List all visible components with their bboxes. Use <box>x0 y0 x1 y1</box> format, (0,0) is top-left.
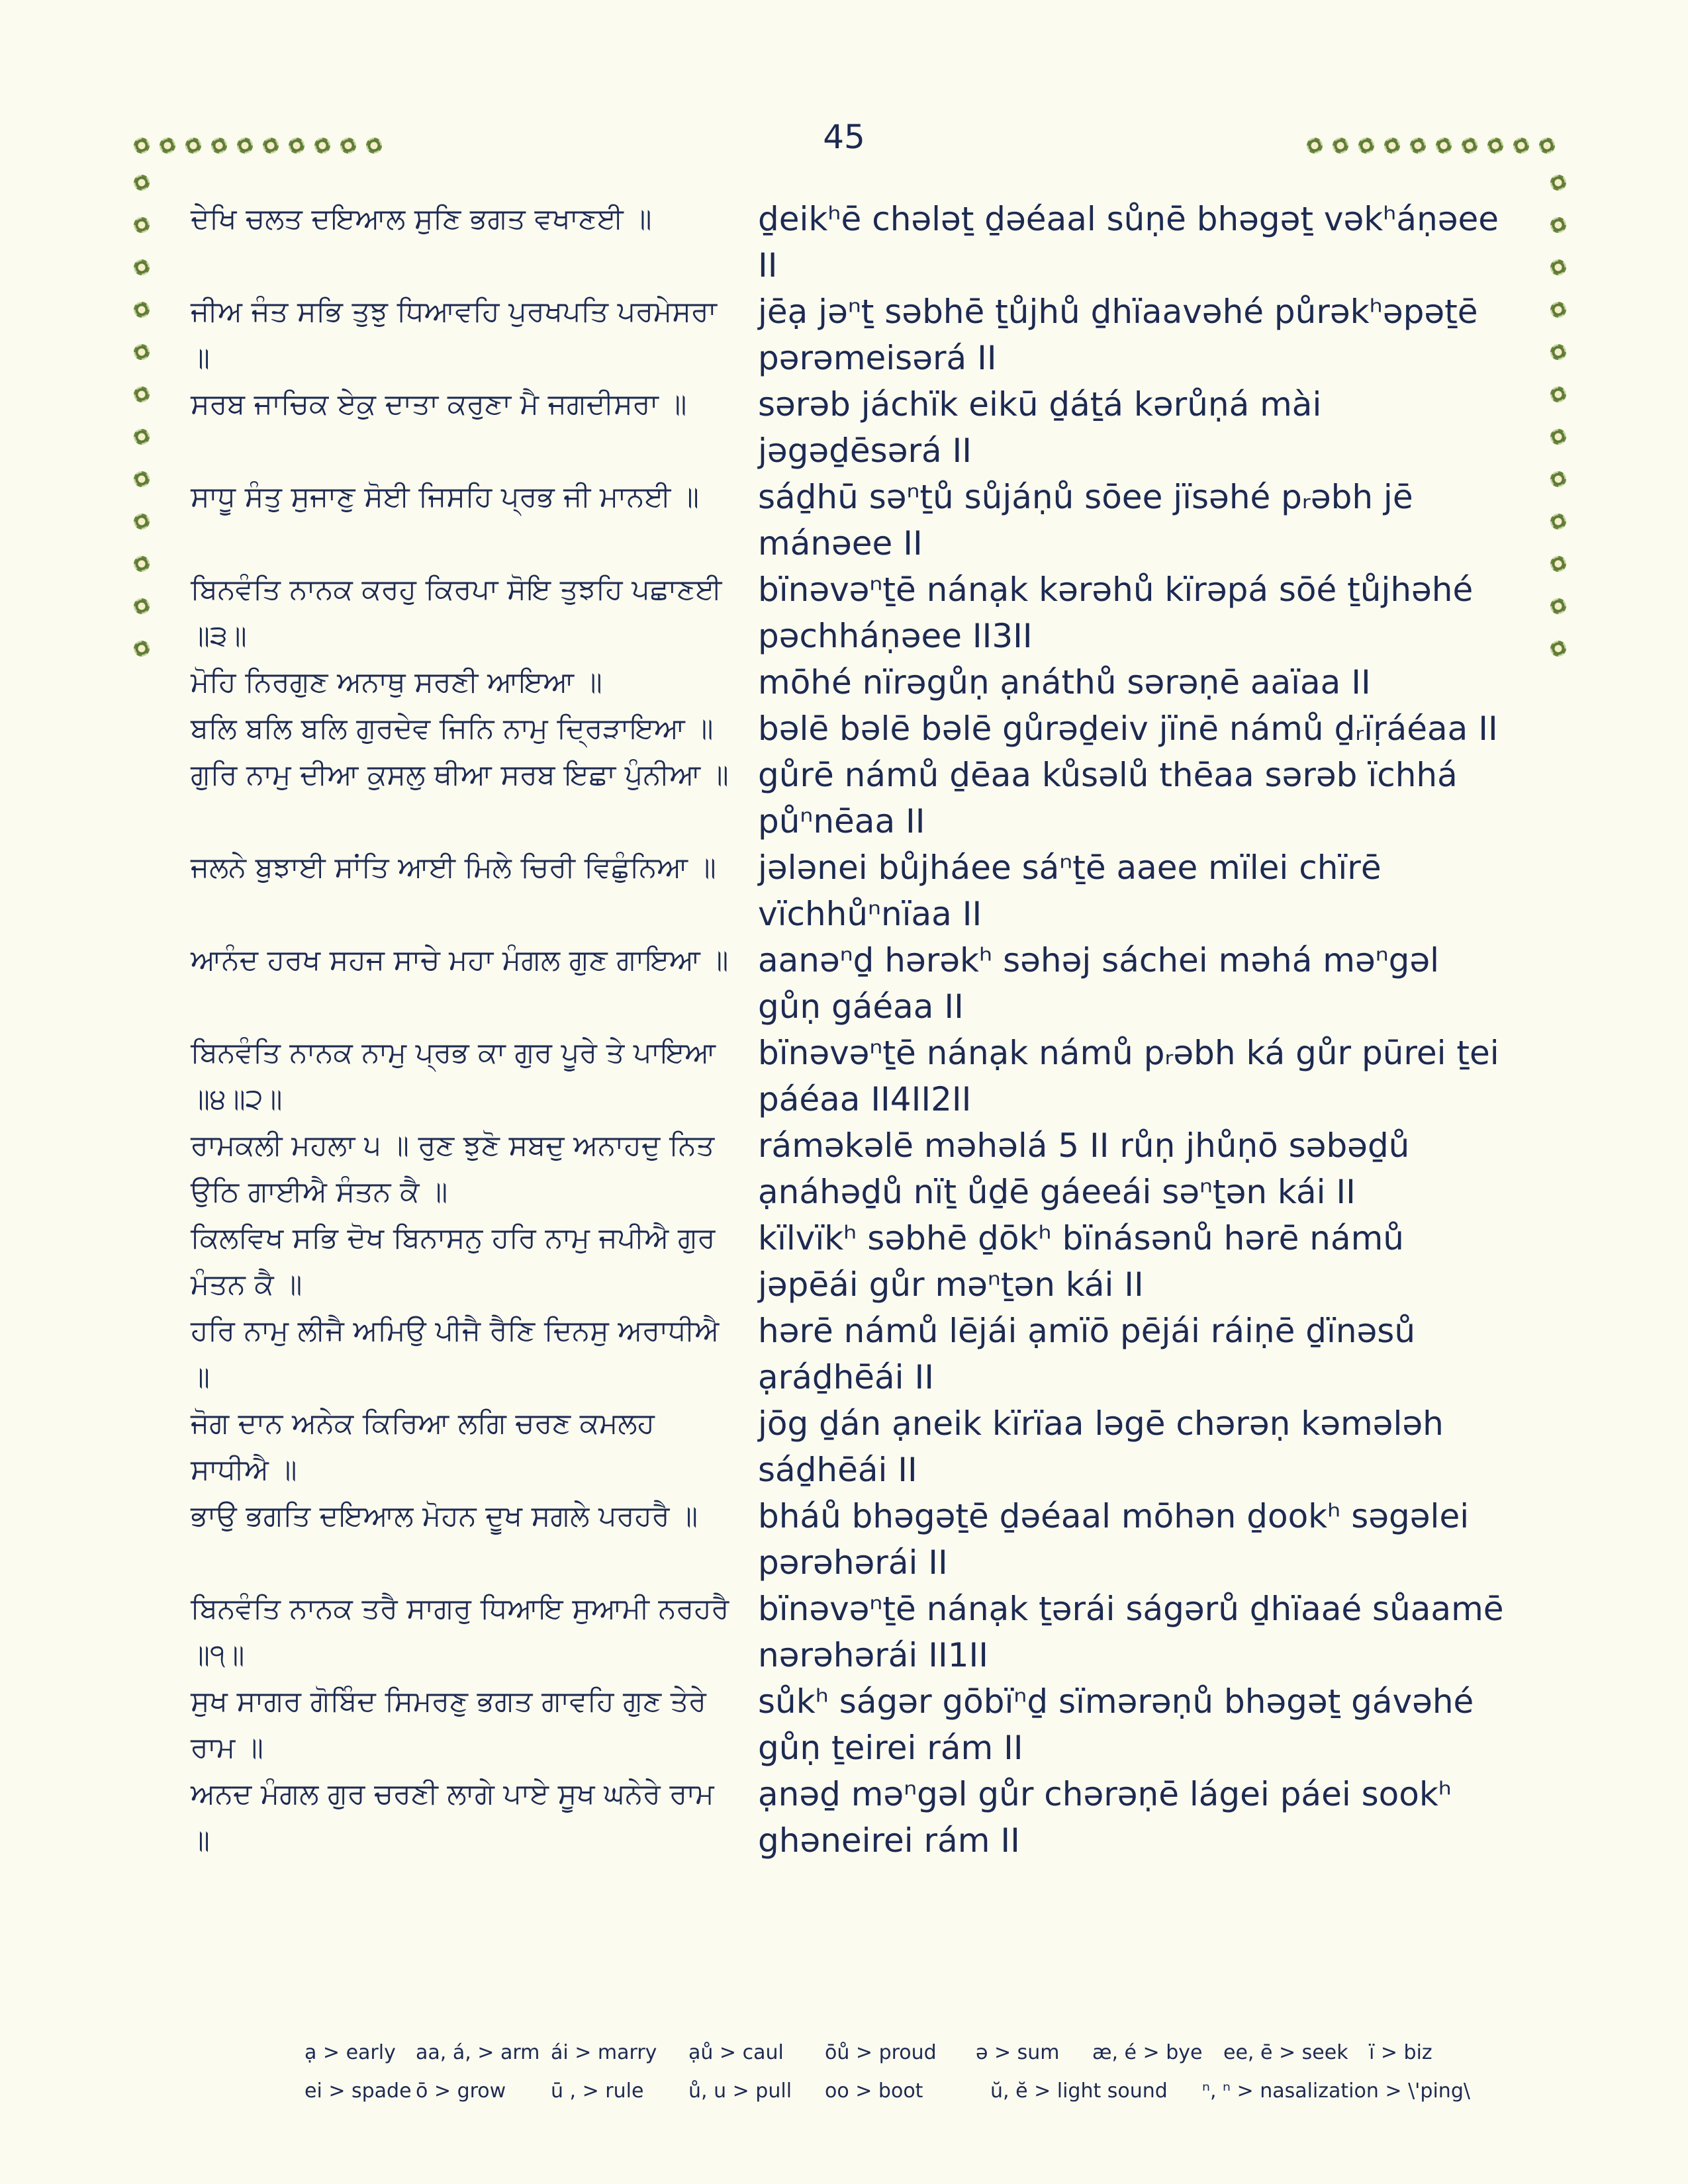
flower-icon <box>1549 555 1568 573</box>
legend-item: ⁿ, ⁿ > nasalization > \'ping\ <box>1202 2079 1470 2103</box>
flower-icon <box>184 136 203 155</box>
flower-icon <box>1549 216 1568 234</box>
flower-icon <box>132 385 151 404</box>
flower-icon <box>210 136 228 155</box>
legend-item: ů, u > pull <box>688 2079 792 2103</box>
gurmukhi-line: ਸੁਖ ਸਾਗਰ ਗੋਬਿੰਦ ਸਿਮਰਣੁ ਭਗਤ ਗਾਵਹਿ ਗੁਣ ਤੇਰੇ ਰਾਮ ॥ <box>191 1685 706 1764</box>
verse-row <box>191 1030 1528 1122</box>
transliteration-line: ạnəḏ məⁿgəl gůr chərəṇē lágei páei sookʰ ghəneirei rám II <box>758 1775 1452 1860</box>
verse-row <box>191 381 1528 474</box>
flower-icon <box>236 136 254 155</box>
flower-icon <box>1549 428 1568 446</box>
legend-item: ạů > caul <box>688 2041 784 2064</box>
transliteration-line: kïlvïkʰ səbhē ḏōkʰ bïnásənů hərē námů jəpēái gůr məⁿṯən kái II <box>758 1219 1405 1304</box>
flower-icon <box>132 216 151 234</box>
verse-row <box>191 705 1528 752</box>
transliteration-line: gůrē námů ḏēaa kůsəlů thēaa sərəb ïchhá půⁿnēaa II <box>758 756 1458 841</box>
flower-icon <box>1460 136 1479 155</box>
legend-item: ə > sum <box>976 2041 1060 2064</box>
flower-icon <box>132 300 151 319</box>
gurmukhi-line: ਰਾਮਕਲੀ ਮਹਲਾ ੫ ॥ ਰੁਣ ਝੁਣੋ ਸਬਦੁ ਅਨਾਹਦੁ ਨਿਤ ਉਠਿ ਗਾਈਐ ਸੰਤਨ ਕੈ ॥ <box>191 1129 715 1208</box>
flower-icon <box>132 597 151 615</box>
verse-row <box>191 844 1528 937</box>
legend-row <box>305 2041 1467 2079</box>
verse-table <box>191 196 1528 1864</box>
gurmukhi-line: ਅਨਦ ਮੰਗਲ ਗੁਰ ਚਰਣੀ ਲਾਗੇ ਪਾਏ ਸੂਖ ਘਨੇਰੇ ਰਾਮ ॥ <box>191 1778 714 1857</box>
flower-icon <box>132 428 151 446</box>
transliteration-line: hərē námů lējái ạmïō pējái ráiṇē ḏïnəsů ạráḏhēái II <box>758 1312 1416 1396</box>
pronunciation-legend <box>305 2041 1470 2118</box>
transliteration-line: bháů bhəgəṯē ḏəéaal mōhən ḏookʰ səgəlei pərəhərái II <box>758 1497 1470 1582</box>
legend-item: æ, é > bye <box>1092 2041 1203 2064</box>
flower-icon <box>1549 597 1568 615</box>
verse-row <box>191 1308 1528 1400</box>
legend-item: ei > spade <box>305 2079 412 2103</box>
verse-row <box>191 567 1528 659</box>
verse-row <box>191 1215 1528 1308</box>
transliteration-line: sůkʰ ságər gōbïⁿḏ sïmərəṇů bhəgəṯ gávəhé gůṇ ṯeirei rám II <box>758 1682 1474 1767</box>
transliteration-line: bəlē bəlē bəlē gůrəḏeiv jïnē námů ḏᵣïṛáéaa II <box>758 709 1498 748</box>
transliteration-line: aanəⁿḏ hərəkʰ səhəj sáchei məhá məⁿgəl gůṇ gáéaa II <box>758 941 1440 1026</box>
verse-row <box>191 1493 1528 1586</box>
verse-row <box>191 1400 1528 1493</box>
legend-row <box>305 2079 1470 2118</box>
legend-item: ōů > proud <box>825 2041 937 2064</box>
flower-icon <box>1549 385 1568 404</box>
gurmukhi-line: ਭਾਉ ਭਗਤਿ ਦਇਆਲ ਮੋਹਨ ਦੂਖ ਸਗਲੇ ਪਰਹਰੈ ॥ <box>191 1500 698 1533</box>
flower-icon <box>339 136 357 155</box>
flower-icon <box>1549 639 1568 658</box>
legend-item: ū , > rule <box>551 2079 644 2103</box>
transliteration-line: sərəb jáchïk eikū ḏáṯá kərůṇá mài jəgəḏēsərá II <box>758 385 1322 470</box>
transliteration-line: jēạ jəⁿṯ səbhē ṯůjhů ḏhïaavəhé půrəkʰəpəṯē pərəmeisərá II <box>758 293 1478 377</box>
gurmukhi-line: ਦੇਖਿ ਚਲਤ ਦਇਆਲ ਸੁਣਿ ਭਗਤ ਵਖਾਣਈ ॥ <box>191 203 652 236</box>
flower-icon <box>1434 136 1453 155</box>
right-ornament-column <box>1549 173 1568 682</box>
verse-row <box>191 1771 1528 1864</box>
gurmukhi-line: ਜੋਗ ਦਾਨ ਅਨੇਕ ਕਿਰਿਆ ਲਗਿ ਚਰਣ ਕਮਲਹ ਸਾਧੀਐ ॥ <box>191 1407 655 1486</box>
verse-row <box>191 752 1528 844</box>
legend-item: ō > grow <box>416 2079 506 2103</box>
gurmukhi-line: ਗੁਰਿ ਨਾਮੁ ਦੀਆ ਕੁਸਲੁ ਥੀਆ ਸਰਬ ਇਛਾ ਪੁੰਨੀਆ ॥ <box>191 758 729 792</box>
flower-icon <box>132 555 151 573</box>
transliteration-line: sáḏhū səⁿṯů sůjáṇů sōee jïsəhé pᵣəbh jē mánəee II <box>758 478 1413 563</box>
flower-icon <box>1549 300 1568 319</box>
flower-icon <box>132 343 151 361</box>
transliteration-line: jōg ḏán ạneik kïrïaa ləgē chərəṇ kəmələh sáḏhēái II <box>758 1404 1444 1489</box>
legend-item: ŭ, ĕ > light sound <box>990 2079 1168 2103</box>
gurmukhi-line: ਜੀਅ ਜੰਤ ਸਭਿ ਤੁਝੁ ਧਿਆਵਹਿ ਪੁਰਖਪਤਿ ਪਰਮੇਸਰਾ ॥ <box>191 295 717 375</box>
flower-icon <box>1512 136 1530 155</box>
flower-icon <box>1549 512 1568 531</box>
transliteration-line: jələnei bůjháee sáⁿṯē aaee mïlei chïrē vïchhůⁿnïaa II <box>758 848 1382 933</box>
flower-icon <box>132 470 151 488</box>
legend-item: ạ > early <box>305 2041 396 2064</box>
top-left-ornament-row <box>132 136 391 155</box>
gurmukhi-line: ਕਿਲਵਿਖ ਸਭਿ ਦੋਖ ਬਿਨਾਸਨੁ ਹਰਿ ਨਾਮੁ ਜਪੀਐ ਗੁਰ ਮੰਤਨ ਕੈ ॥ <box>191 1222 716 1301</box>
flower-icon <box>132 136 151 155</box>
flower-icon <box>1549 343 1568 361</box>
transliteration-line: bïnəvəⁿṯē nánạk námů pᵣəbh ká gůr pūrei ṯei páéaa II4II2II <box>758 1034 1499 1118</box>
gurmukhi-line: ਆਨੰਦ ਹਰਖ ਸਹਜ ਸਾਚੇ ਮਹਾ ਮੰਗਲ ਗੁਣ ਗਾਇਆ ॥ <box>191 944 729 977</box>
flower-icon <box>1486 136 1505 155</box>
verse-row <box>191 289 1528 381</box>
flower-icon <box>1549 258 1568 277</box>
transliteration-line: bïnəvəⁿṯē nánạk ṯərái ságərů ḏhïaaé sůaamē nərəhərái II1II <box>758 1590 1504 1674</box>
verse-row <box>191 1122 1528 1215</box>
flower-icon <box>132 639 151 658</box>
legend-item: ï > biz <box>1369 2041 1432 2064</box>
verse-row <box>191 1586 1528 1678</box>
gurmukhi-line: ਸਰਬ ਜਾਚਿਕ ਏਕੁ ਦਾਤਾ ਕਰੁਣਾ ਮੈ ਜਗਦੀਸਰਾ ॥ <box>191 388 687 421</box>
gurmukhi-line: ਬਿਨਵੰਤਿ ਨਾਨਕ ਨਾਮੁ ਪ੍ਰਭ ਕਾ ਗੁਰ ਪੂਰੇ ਤੇ ਪਾਇਆ ॥੪॥੨॥ <box>191 1036 716 1116</box>
legend-item: ái > marry <box>551 2041 657 2064</box>
transliteration-line: bïnəvəⁿṯē nánạk kərəhů kïrəpá sōé ṯůjhəhé pəchháṇəee II3II <box>758 570 1474 655</box>
flower-icon <box>1357 136 1376 155</box>
flower-icon <box>1409 136 1427 155</box>
flower-icon <box>365 136 383 155</box>
legend-item: ee, ē > seek <box>1223 2041 1348 2064</box>
flower-icon <box>313 136 332 155</box>
gurmukhi-line: ਜਲਨੇ ਬੁਝਾਈ ਸਾਂਤਿ ਆਈ ਮਿਲੇ ਚਿਰੀ ਵਿਛੁੰਨਿਆ ॥ <box>191 851 716 884</box>
legend-item: oo > boot <box>825 2079 923 2103</box>
transliteration-line: ḏeikʰē chələṯ ḏəéaal sůṇē bhəgəṯ vəkʰáṇəee II <box>758 200 1499 285</box>
flower-icon <box>287 136 306 155</box>
flower-icon <box>1538 136 1556 155</box>
flower-icon <box>132 512 151 531</box>
gurmukhi-line: ਮੋਹਿ ਨਿਰਗੁਣ ਅਨਾਥੁ ਸਰਣੀ ਆਇਆ ॥ <box>191 666 602 699</box>
gurmukhi-line: ਬਿਨਵੰਤਿ ਨਾਨਕ ਤਰੈ ਸਾਗਰੁ ਧਿਆਇ ਸੁਆਮੀ ਨਰਹਰੈ ॥੧॥ <box>191 1592 729 1672</box>
gurmukhi-line: ਬਲਿ ਬਲਿ ਬਲਿ ਗੁਰਦੇਵ ਜਿਨਿ ਨਾਮੁ ਦ੍ਰਿੜਾਇਆ ॥ <box>191 712 714 745</box>
flower-icon <box>261 136 280 155</box>
flower-icon <box>1305 136 1324 155</box>
gurmukhi-line: ਬਿਨਵੰਤਿ ਨਾਨਕ ਕਰਹੁ ਕਿਰਪਾ ਸੋਇ ਤੁਝਹਿ ਪਛਾਣਈ ॥੩॥ <box>191 573 722 653</box>
left-ornament-column <box>132 173 151 682</box>
gurmukhi-line: ਸਾਧੂ ਸੰਤੁ ਸੁਜਾਣੁ ਸੋਈ ਜਿਸਹਿ ਪ੍ਰਭ ਜੀ ਮਾਨਈ ॥ <box>191 480 700 514</box>
transliteration-line: ráməkəlē məhəlá 5 II růṇ jhůṇō səbəḏů ạnáhəḏů nïṯ ůḏē gáeeái səⁿṯən kái II <box>758 1126 1410 1211</box>
flower-icon <box>132 173 151 192</box>
flower-icon <box>1549 470 1568 488</box>
flower-icon <box>158 136 177 155</box>
verse-row <box>191 474 1528 567</box>
flower-icon <box>1331 136 1350 155</box>
flower-icon <box>132 258 151 277</box>
verse-row <box>191 659 1528 705</box>
verse-row <box>191 196 1528 289</box>
verse-row <box>191 937 1528 1030</box>
transliteration-line: mōhé nïrəgůṇ ạnáthů sərəṇē aaïaa II <box>758 663 1371 702</box>
verse-row <box>191 1678 1528 1771</box>
page-number: 45 <box>823 118 865 156</box>
gurmukhi-line: ਹਰਿ ਨਾਮੁ ਲੀਜੈ ਅਮਿਉ ਪੀਜੈ ਰੈਣਿ ਦਿਨਸੁ ਅਰਾਧੀਐ ॥ <box>191 1314 720 1394</box>
top-right-ornament-row <box>1305 136 1564 155</box>
flower-icon <box>1549 173 1568 192</box>
legend-item: aa, á, > arm <box>416 2041 540 2064</box>
flower-icon <box>1383 136 1401 155</box>
